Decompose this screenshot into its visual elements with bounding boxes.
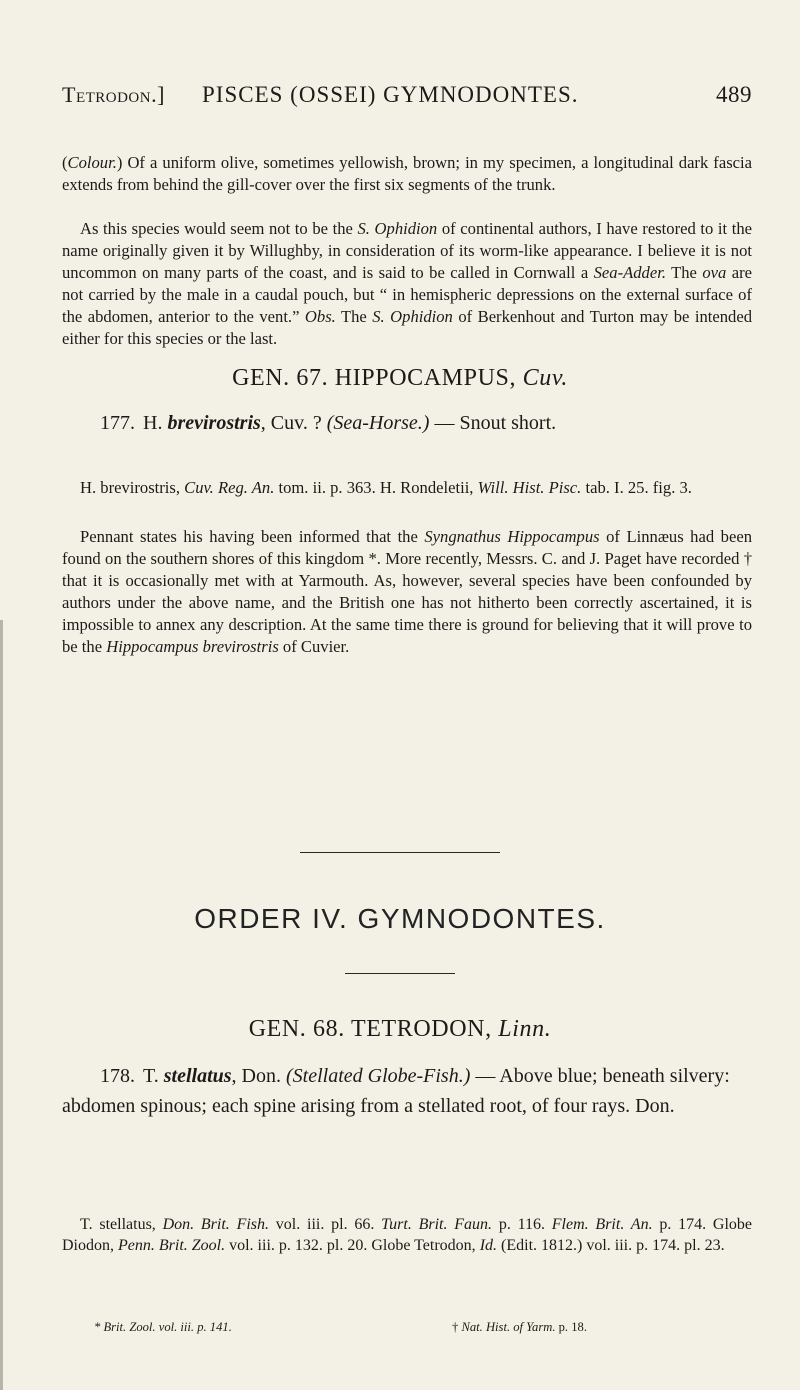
species-note-paragraph <box>62 218 752 350</box>
footnotes <box>62 1320 752 1340</box>
note-text-1: As this species would seem not to be the <box>80 219 358 238</box>
note-italic-1: S. Ophidion <box>357 219 438 238</box>
pennant-italic-1: Syngnathus Hippocampus <box>424 527 600 546</box>
note-italic-5: S. Ophidion <box>372 307 453 326</box>
running-head-title: PISCES (OSSEI) GYMNODONTES. <box>202 82 579 107</box>
species-178-entry <box>62 1061 752 1121</box>
species-178-common-name: (Stellated Globe-Fish.) <box>285 1065 471 1087</box>
colour-paragraph: (Colour.) Of a uniform olive, sometimes yellowish, brown; in my specimen, a longitudinal dark fascia extends from behind the gill-cover over the first six segments of the trunk. <box>62 153 752 194</box>
genus-68-name: GEN. 68. TETRODON, <box>248 1016 499 1042</box>
syn178-italic-1: Don. Brit. Fish. <box>162 1216 270 1233</box>
syn178-text-1: T. stellatus, <box>80 1216 163 1233</box>
note-text-2: of continental authors, I have restored to it the name originally given it by Willughby, in consideration of its worm-like appearance. I believe it is not uncommon on many parts of the coast, and is said to be called in Cornwall a <box>62 219 752 282</box>
genus-67-name: GEN. 67. HIPPOCAMPUS, <box>232 365 523 391</box>
page-number: 489 <box>716 82 752 107</box>
footnote-dagger-mark: † <box>452 1320 462 1334</box>
pennant-text-1: Pennant states his having been informed that the <box>80 527 425 546</box>
syn178-italic-2: Turt. Brit. Faun. <box>381 1216 493 1233</box>
note-italic-2: Sea-Adder. <box>593 263 666 282</box>
syn178-italic-4: Penn. Brit. Zool. <box>118 1237 226 1254</box>
page-gutter-shadow <box>0 620 3 1390</box>
syn178-text-6: (Edit. 1812.) vol. iii. p. 174. pl. 23. <box>497 1237 725 1254</box>
syn177-italic-2: Will. Hist. Pisc. <box>477 478 582 497</box>
species-177-epithet: brevirostris <box>167 412 261 434</box>
pennant-text-2: of Linnæus had been found on the southern shores of this kingdom *. More recently, Messrs. C. and J. Paget have recorded † that it is occasionally met with at Yarmouth. As, however, several species have been confounded by authors under the above name, and the British one has not hitherto been correctly ascertained, it is impossible to annex any description. At the same time there is ground for believing that it will prove to be the <box>62 527 752 656</box>
note-text-3: The <box>665 263 703 282</box>
synonymy-177 <box>62 477 752 499</box>
species-178-epithet: stellatus <box>163 1065 232 1087</box>
note-italic-3: ova <box>702 263 727 282</box>
species-177-author: , Cuv. ? <box>260 412 327 434</box>
species-178-description: — Above blue; beneath silvery: abdomen spinous; each spine arising from a stellated root, of four rays. Don. <box>62 1065 730 1117</box>
syn178-italic-3: Flem. Brit. An. <box>551 1216 653 1233</box>
syn178-text-2: vol. iii. pl. 66. <box>269 1216 382 1233</box>
running-head-section: Tetrodon.] <box>62 82 165 107</box>
section-rule-top <box>300 852 500 853</box>
order-heading: ORDER IV. GYMNODONTES. <box>194 903 606 934</box>
running-head <box>62 82 752 118</box>
colour-label: Colour. <box>67 153 117 172</box>
colour-text: Of a uniform olive, sometimes yellowish, brown; in my specimen, a longitudinal dark fascia extends from behind the gill-cover over the first six segments of the trunk. <box>62 153 752 194</box>
syn177-text-3: tab. I. 25. fig. 3. <box>581 478 692 497</box>
species-177-entry <box>62 408 752 438</box>
species-177-number: 177. <box>100 412 135 434</box>
syn177-text-1: H. brevirostris, <box>80 478 185 497</box>
note-text-6: of Berkenhout and Turton may be intended either for this species or the last. <box>62 307 752 348</box>
species-178-genus: T. <box>143 1065 164 1087</box>
note-italic-4: Obs. <box>304 307 336 326</box>
footnote-dagger <box>452 1320 587 1335</box>
syn178-italic-5: Id. <box>479 1237 498 1254</box>
section-rule-bottom <box>345 973 455 974</box>
note-text-4: are not carried by the male in a caudal pouch, but “ in hemispheric depressions on the external surface of the abdomen, anterior to the vent.” <box>62 263 753 326</box>
syn178-text-5: vol. iii. p. 132. pl. 20. Globe Tetrodon, <box>225 1237 480 1254</box>
syn177-text-2: tom. ii. p. 363. H. Rondeletii, <box>274 478 478 497</box>
footnote-dagger-title: Nat. Hist. of Yarm. <box>461 1320 556 1334</box>
species-178-number: 178. <box>100 1065 135 1087</box>
species-177-common-name: (Sea-Horse.) <box>326 412 430 434</box>
species-177-description: — Snout short. <box>429 412 557 434</box>
note-text-5: The <box>335 307 373 326</box>
species-178-author: , Don. <box>231 1065 286 1087</box>
species-177-genus: H. <box>143 412 168 434</box>
pennant-text-3: of Cuvier. <box>278 637 350 656</box>
footnote-dagger-page: p. 18. <box>555 1320 587 1334</box>
syn178-text-3: p. 116. <box>492 1216 552 1233</box>
genus-67-author: Cuv. <box>522 365 568 391</box>
genus-68-author: Linn. <box>498 1016 552 1042</box>
syn177-italic-1: Cuv. Reg. An. <box>184 478 275 497</box>
pennant-italic-2: Hippocampus brevirostris <box>106 637 279 656</box>
footnote-star: * Brit. Zool. vol. iii. p. 141. <box>94 1320 232 1334</box>
synonymy-178 <box>62 1214 752 1256</box>
syn178-text-4: p. 174. Globe Diodon, <box>62 1216 753 1254</box>
genus-heading-67 <box>0 365 800 392</box>
pennant-paragraph <box>62 526 752 658</box>
genus-heading-68 <box>0 1016 800 1043</box>
